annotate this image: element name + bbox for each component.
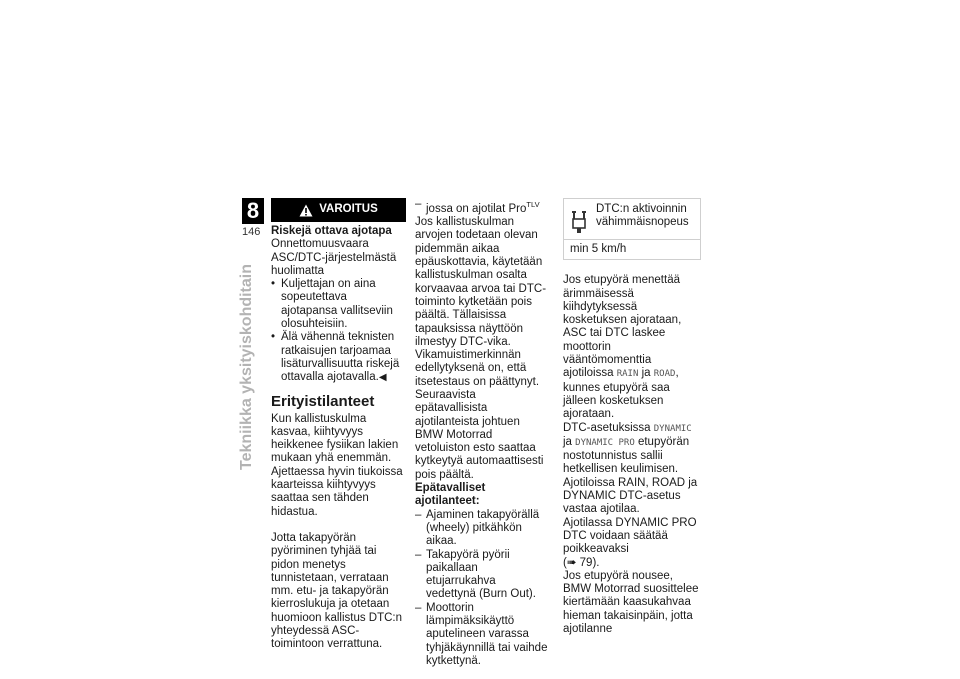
mode-dynamic: DYNAMIC	[653, 423, 692, 434]
warning-triangle-icon	[299, 204, 313, 217]
info-box-value: min 5 km/h	[570, 243, 627, 255]
mode-dynamic-pro: DYNAMIC PRO	[575, 437, 635, 448]
column-1	[271, 198, 406, 652]
mode-road: ROAD	[653, 369, 676, 380]
paragraph: Jotta takapyörän pyöriminen tyhjää tai pidon menetys tunnistetaan, verrataan mm. etu- ja takapyörän kierroslukuja ja otetaan huomioon kallistus DTC:n yhteydessä ASC-toimintoon verrattuna.	[271, 531, 403, 651]
paragraph: Kun kallistuskulma kasvaa, kiihtyvyys heikkenee fysiikan lakien mukaan yhä enemmän. Ajettaessa hyvin tiukoissa kaarteissa kiihtyvyys saattaa sen tähden hidastua.	[271, 412, 403, 518]
intro-dash	[415, 198, 548, 216]
warning-label: VAROITUS	[319, 203, 378, 216]
chapter-number: 8	[242, 198, 264, 224]
paragraph: Ajotilassa DYNAMIC PRO DTC voidaan säätää poikkeavaksi	[563, 516, 697, 556]
chapter-title-vertical: Tekniikka yksityiskohditain	[238, 263, 255, 470]
list-item: • Kuljettajan on aina sopeutettava ajotapansa vallitseviin olosuhteisiin.	[271, 278, 406, 331]
mode-rain: RAIN	[616, 369, 639, 380]
paragraph: Jos etupyörä menettää ärimmäisessä kiihdytyksessä kosketuksen ajorataan, ASC tai DTC laskee moottorin vääntömomenttia ajotiloissa RAIN ja ROAD, kunnes etupyörä saa jälleen kosketuksen ajorataan.	[563, 274, 682, 421]
paragraph: Ajotiloissa RAIN, ROAD ja DYNAMIC DTC-asetus vastaa ajotilaa.	[563, 476, 698, 516]
paragraph: Jos etupyörä nousee,	[563, 569, 673, 582]
list-item: • Älä vähennä teknisten ratkaisujen tarjoamaa lisäturvallisuutta riskejä ottavalla ajotavalla.◀	[271, 331, 406, 384]
paragraph: Jos kallistuskulman arvojen todetaan olevan pidemmän aikaa epäuskottavia, käytetään kallistuskulman osalta korvaavaa arvoa tai DTC-toiminto kytketään pois päältä. Tällaisissa tapauksissa näyttöön ilmestyy DTC-vika. Vikamuistimerkinnän edellytyksenä on, että itsetestaus on päättynyt. Seuraavista epätavallisista ajotilanteista johtuen BMW Motorrad vetoluiston esto saattaa kytkeytyä automaattisesti pois päältä.	[415, 216, 547, 481]
end-mark-icon: ◀	[378, 372, 387, 384]
info-box-title: DTC:n aktivoinnin vähimmäisnopeus	[596, 203, 689, 229]
warning-bullets	[271, 278, 406, 384]
section-heading: Erityistilanteet	[271, 392, 375, 410]
page-reference: (➠ 79).	[563, 556, 600, 569]
spec-wrench-icon	[570, 209, 588, 235]
list-item: – Takapyörä pyörii paikallaan etujarrukahva vedettynä (Burn Out).	[415, 549, 548, 602]
list-item: – Ajaminen takapyörällä (wheely) pitkähkön aikaa.	[415, 509, 548, 549]
paragraph: BMW Motorrad suosittelee kiertämään kaasukahvaa hieman takaisinpäin, jotta ajotilanne	[563, 583, 699, 636]
column-2	[415, 198, 548, 668]
info-table	[563, 198, 701, 260]
subheading: Epätavalliset ajotilanteet:	[415, 482, 486, 508]
paragraph: DTC-asetuksissa DYNAMIC ja DYNAMIC PRO etupyörän nostotunnistus sallii hetkellisen keulimisen.	[563, 421, 692, 476]
unusual-situations-list	[415, 509, 548, 669]
superscript: TLV	[526, 200, 540, 209]
warning-title: Riskejä ottava ajotapa	[271, 225, 392, 237]
list-item: – jossa on ajotilat Pro$^{TLV}$	[415, 198, 548, 216]
warning-header	[271, 198, 406, 222]
page-number: 146	[242, 226, 261, 238]
list-item: – Moottorin lämpimäksikäyttö aputelineen varassa tyhjäkäynnillä tai vaihde kytkettynä.	[415, 602, 548, 668]
column-3	[563, 198, 701, 636]
warning-text: Onnettomuusvaara ASC/DTC-järjestelmästä huolimatta	[271, 238, 397, 277]
